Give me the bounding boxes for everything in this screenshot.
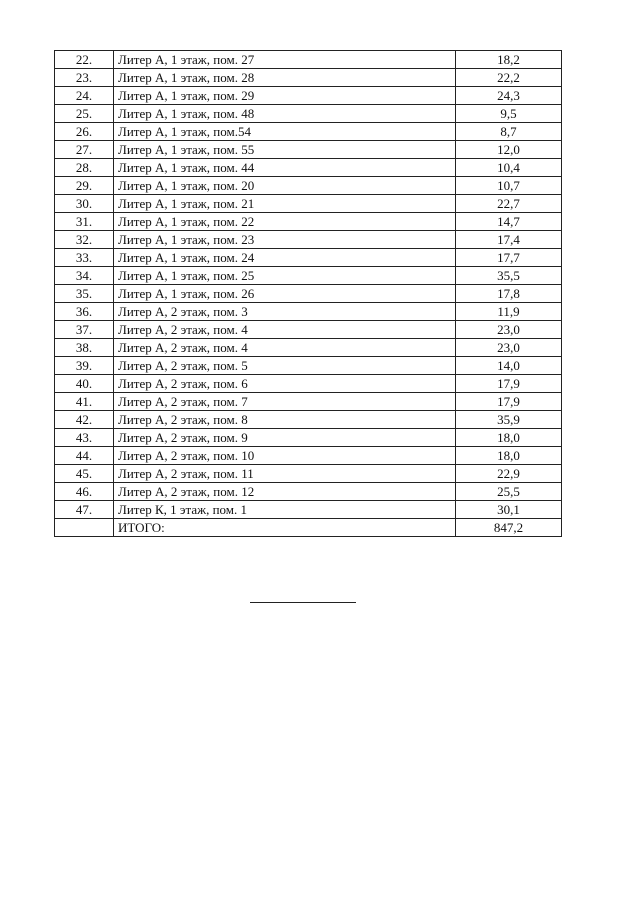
row-number: 44. [55,447,114,465]
premises-area: 10,7 [456,177,562,195]
premises-description: Литер А, 1 этаж, пом. 20 [114,177,456,195]
row-number: 31. [55,213,114,231]
row-number: 26. [55,123,114,141]
table-row [55,51,562,69]
premises-area: 9,5 [456,105,562,123]
total-row [55,519,562,537]
premises-area: 11,9 [456,303,562,321]
premises-description: Литер А, 2 этаж, пом. 12 [114,483,456,501]
table-row [55,141,562,159]
premises-description: Литер А, 2 этаж, пом. 7 [114,393,456,411]
row-number: 46. [55,483,114,501]
row-number: 22. [55,51,114,69]
table-row [55,195,562,213]
table-row [55,87,562,105]
premises-area: 17,4 [456,231,562,249]
table-row [55,231,562,249]
premises-area: 14,7 [456,213,562,231]
premises-description: Литер А, 2 этаж, пом. 5 [114,357,456,375]
table-row [55,213,562,231]
premises-description: Литер А, 1 этаж, пом. 55 [114,141,456,159]
premises-description: Литер А, 2 этаж, пом. 9 [114,429,456,447]
premises-description: Литер А, 1 этаж, пом. 24 [114,249,456,267]
row-number: 39. [55,357,114,375]
premises-description: Литер А, 2 этаж, пом. 4 [114,321,456,339]
table-row [55,285,562,303]
row-number: 28. [55,159,114,177]
premises-description: Литер А, 1 этаж, пом. 48 [114,105,456,123]
row-number: 36. [55,303,114,321]
premises-area: 18,0 [456,429,562,447]
table-row [55,375,562,393]
premises-area: 18,0 [456,447,562,465]
premises-area: 17,8 [456,285,562,303]
premises-description: Литер А, 1 этаж, пом. 25 [114,267,456,285]
table-row [55,177,562,195]
row-number: 27. [55,141,114,159]
premises-description: Литер А, 2 этаж, пом. 8 [114,411,456,429]
row-number: 42. [55,411,114,429]
premises-description: Литер А, 2 этаж, пом. 11 [114,465,456,483]
table-row [55,357,562,375]
table-row [55,159,562,177]
premises-description: Литер А, 1 этаж, пом. 29 [114,87,456,105]
premises-area: 24,3 [456,87,562,105]
table-row [55,501,562,519]
premises-description: Литер А, 1 этаж, пом.54 [114,123,456,141]
table-row [55,303,562,321]
premises-area: 14,0 [456,357,562,375]
row-number: 33. [55,249,114,267]
premises-description: Литер А, 1 этаж, пом. 23 [114,231,456,249]
row-number: 40. [55,375,114,393]
premises-description: Литер А, 1 этаж, пом. 21 [114,195,456,213]
premises-area: 30,1 [456,501,562,519]
table-row [55,105,562,123]
premises-area: 23,0 [456,339,562,357]
premises-description: Литер А, 1 этаж, пом. 27 [114,51,456,69]
table-row [55,249,562,267]
premises-area: 23,0 [456,321,562,339]
premises-description: Литер А, 1 этаж, пом. 22 [114,213,456,231]
table-row [55,483,562,501]
table-row [55,69,562,87]
premises-table [54,50,562,537]
row-number: 38. [55,339,114,357]
table-row [55,267,562,285]
premises-description: Литер А, 2 этаж, пом. 10 [114,447,456,465]
row-number: 41. [55,393,114,411]
row-number: 32. [55,231,114,249]
premises-area: 35,9 [456,411,562,429]
table-row [55,393,562,411]
premises-description: Литер А, 1 этаж, пом. 26 [114,285,456,303]
premises-area: 10,4 [456,159,562,177]
premises-area: 25,5 [456,483,562,501]
row-number: 43. [55,429,114,447]
row-number: 24. [55,87,114,105]
premises-area: 8,7 [456,123,562,141]
premises-area: 17,7 [456,249,562,267]
signature-line [250,602,356,603]
row-number: 34. [55,267,114,285]
row-number: 29. [55,177,114,195]
row-number: 30. [55,195,114,213]
premises-area: 22,9 [456,465,562,483]
premises-description: Литер А, 2 этаж, пом. 4 [114,339,456,357]
table-row [55,411,562,429]
row-number: 25. [55,105,114,123]
premises-area: 35,5 [456,267,562,285]
row-number: 23. [55,69,114,87]
premises-area: 17,9 [456,375,562,393]
table-row [55,465,562,483]
premises-description: Литер К, 1 этаж, пом. 1 [114,501,456,519]
row-number: 47. [55,501,114,519]
total-area: 847,2 [456,519,562,537]
premises-area: 17,9 [456,393,562,411]
table-row [55,123,562,141]
premises-area: 12,0 [456,141,562,159]
table-row [55,321,562,339]
row-number: 37. [55,321,114,339]
table-row [55,447,562,465]
premises-area: 22,7 [456,195,562,213]
table-row [55,429,562,447]
premises-area: 22,2 [456,69,562,87]
row-number: 35. [55,285,114,303]
table-row [55,339,562,357]
premises-table-body [55,51,562,537]
premises-description: Литер А, 1 этаж, пом. 28 [114,69,456,87]
premises-description: Литер А, 2 этаж, пом. 3 [114,303,456,321]
total-number [55,519,114,537]
total-description: ИТОГО: [114,519,456,537]
row-number: 45. [55,465,114,483]
premises-area: 18,2 [456,51,562,69]
premises-description: Литер А, 2 этаж, пом. 6 [114,375,456,393]
premises-description: Литер А, 1 этаж, пом. 44 [114,159,456,177]
